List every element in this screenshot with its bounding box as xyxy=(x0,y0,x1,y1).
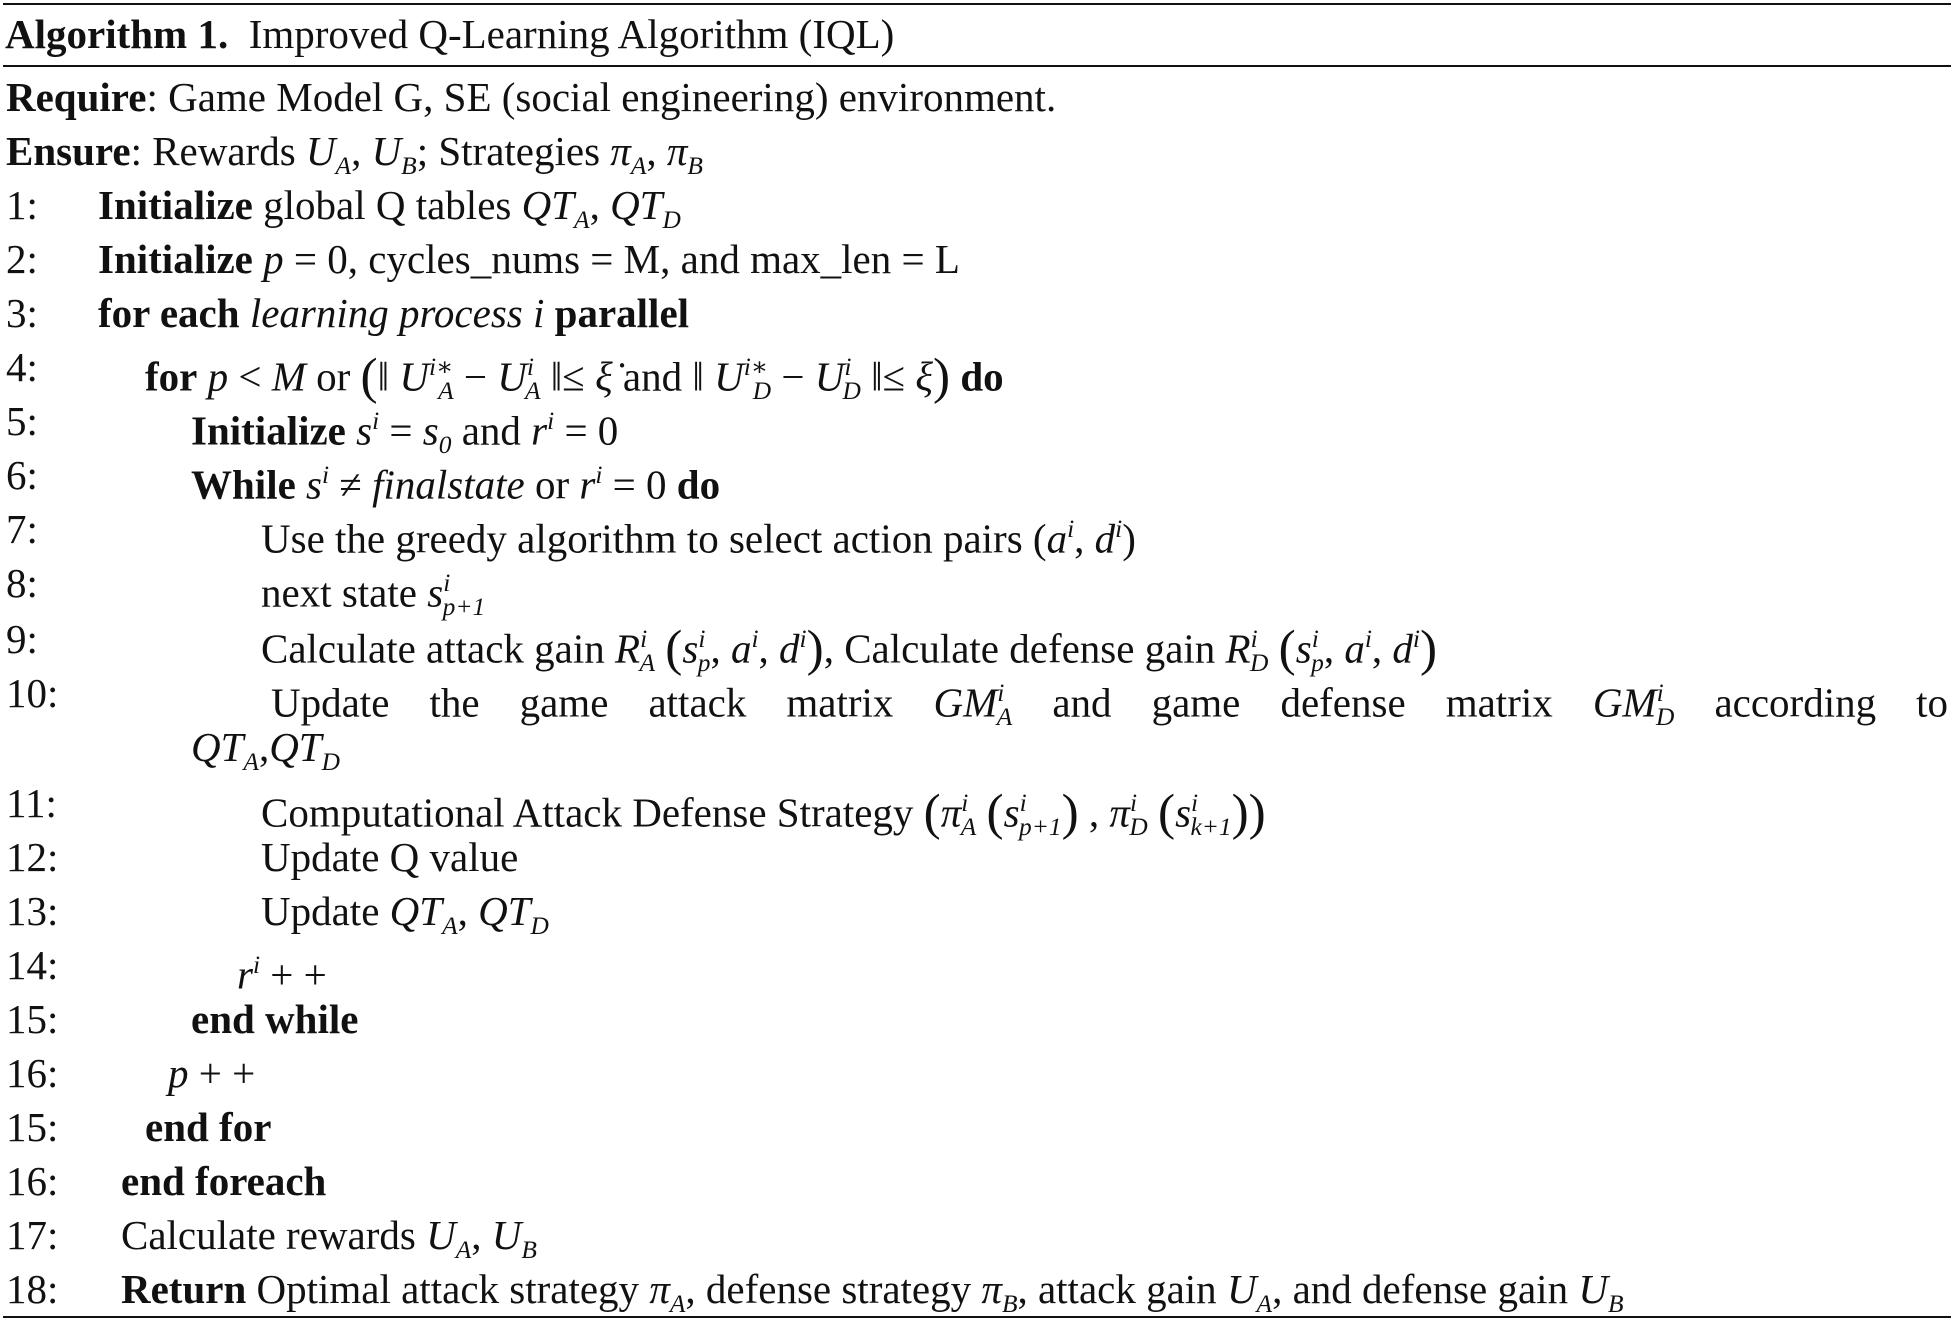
step-number: 13: xyxy=(6,888,59,934)
step-number: 14: xyxy=(6,942,59,988)
step-number: 3: xyxy=(6,290,38,336)
step-number: 11: xyxy=(6,780,57,826)
step-number: 17: xyxy=(6,1212,59,1258)
algorithm-label: Algorithm 1. xyxy=(5,11,229,57)
top-rule xyxy=(3,3,1951,5)
ensure-keyword: Ensure xyxy=(6,128,131,174)
step-number: 10: xyxy=(6,670,59,716)
caption-rule xyxy=(3,65,1951,67)
step-number: 2: xyxy=(6,236,38,282)
step-number: 1: xyxy=(6,182,38,228)
algorithm-title: Improved Q-Learning Algorithm (IQL) xyxy=(248,11,895,57)
step-number: 16: xyxy=(6,1050,59,1096)
require-keyword: Require xyxy=(6,74,147,120)
step-number: 9: xyxy=(6,616,38,662)
step-number: 16: xyxy=(6,1158,59,1204)
step-number: 12: xyxy=(6,834,59,880)
bottom-rule xyxy=(3,1316,1951,1318)
step-number: 7: xyxy=(6,506,38,552)
step-number: 18: xyxy=(6,1266,59,1312)
step-number: 15: xyxy=(6,996,59,1042)
step-number: 4: xyxy=(6,344,38,390)
step-number: 8: xyxy=(6,560,38,606)
step-number: 5: xyxy=(6,398,38,444)
step-number: 15: xyxy=(6,1104,59,1150)
step-number: 6: xyxy=(6,452,38,498)
algorithm-caption xyxy=(5,7,894,62)
require-text: : Game Model G, SE (social engineering) environment. xyxy=(146,74,1057,120)
